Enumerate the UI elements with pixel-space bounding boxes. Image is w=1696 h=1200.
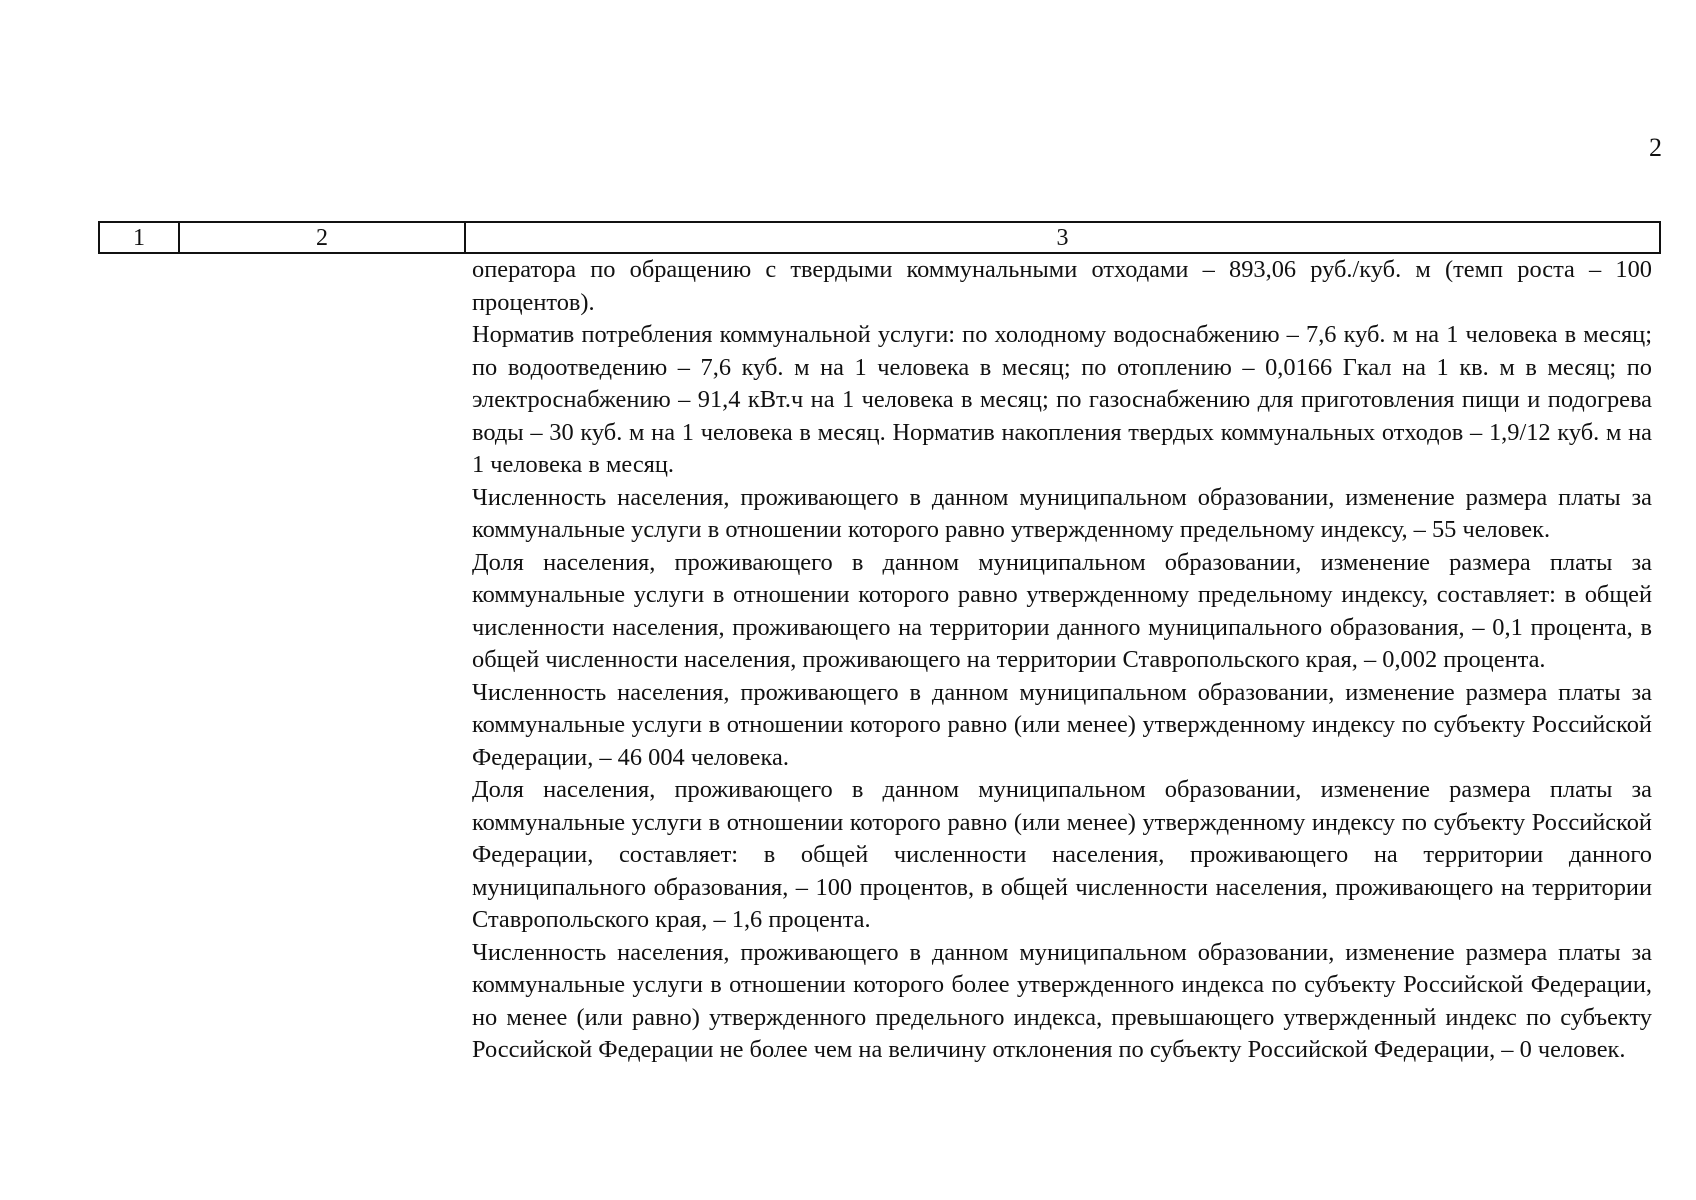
paragraph-tariff-continuation: оператора по обращению с твердыми коммунальными отходами – 893,06 руб./куб. м (темп роста – 100 процентов).	[472, 256, 1652, 316]
column-number-2: 2	[179, 222, 465, 253]
paragraph-population-equal-or-less-index: Численность населения, проживающего в данном муниципальном образовании, изменение размера платы за коммунальные услуги в отношении которого равно (или менее) утвержденному индексу по субъекту Российской Федерации, – 46 004 человека.	[472, 678, 1652, 771]
column-number-3: 3	[465, 222, 1660, 253]
document-body	[472, 254, 1652, 1067]
paragraph-share-equal-limit: Доля населения, проживающего в данном муниципальном образовании, изменение размера платы за коммунальные услуги в отношении которого равно утвержденному предельному индексу, составляет: в общей численности населения, проживающего на территории данного муниципального образования, – 0,1 процента, в общей численности населения, проживающего на территории Ставропольского края, – 0,002 процента.	[472, 548, 1652, 673]
paragraph-population-above-index: Численность населения, проживающего в данном муниципальном образовании, изменение размера платы за коммунальные услуги в отношении которого более утвержденного индекса по субъекту Российской Федерации, но менее (или равно) утвержденного предельного индекса, превышающего утвержденный индекс по субъекту Российской Федерации не более чем на величину отклонения по субъекту Российской Федерации, – 0 человек.	[472, 938, 1652, 1063]
paragraph-population-equal-limit: Численность населения, проживающего в данном муниципальном образовании, изменение размера платы за коммунальные услуги в отношении которого равно утвержденному предельному индексу, – 55 человек.	[472, 483, 1652, 543]
column-number-table	[98, 221, 1661, 254]
column-number-1: 1	[99, 222, 179, 253]
paragraph-share-equal-or-less-index: Доля населения, проживающего в данном муниципальном образовании, изменение размера платы за коммунальные услуги в отношении которого равно (или менее) утвержденному индексу по субъекту Российской Федерации, составляет: в общей численности населения, проживающего на территории данного муниципального образования, – 100 процентов, в общей численности населения, проживающего на территории Ставропольского края, – 1,6 процента.	[472, 776, 1652, 933]
table-header-row	[99, 222, 1660, 253]
paragraph-consumption-norms: Норматив потребления коммунальной услуги: по холодному водоснабжению – 7,6 куб. м на 1 человека в месяц; по водоотведению – 7,6 куб. м на 1 человека в месяц; по отоплению – 0,0166 Гкал на 1 кв. м в месяц; по электроснабжению – 91,4 кВт.ч на 1 человека в месяц; по газоснабжению для приготовления пищи и подогрева воды – 30 куб. м на 1 человека в месяц. Норматив накопления твердых коммунальных отходов – 1,9/12 куб. м на 1 человека в месяц.	[472, 321, 1652, 478]
page-number: 2	[1649, 133, 1662, 162]
